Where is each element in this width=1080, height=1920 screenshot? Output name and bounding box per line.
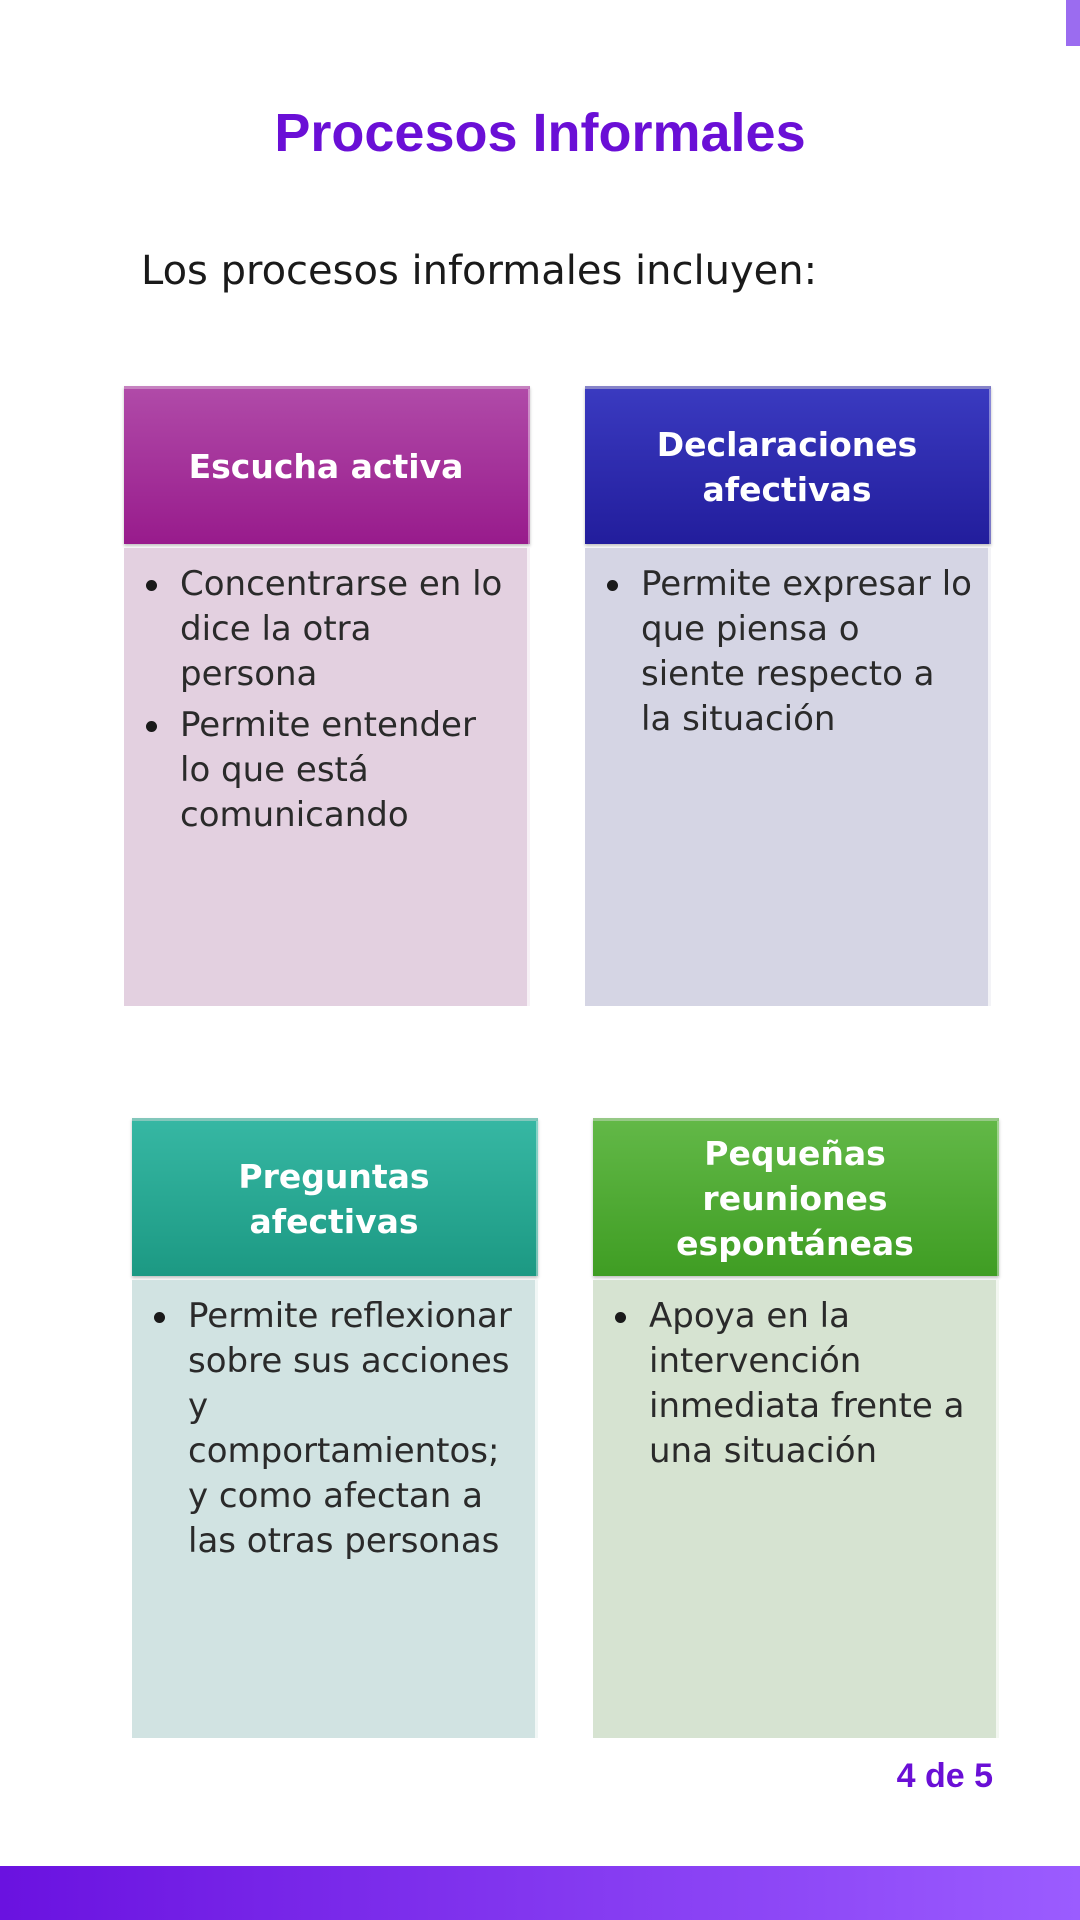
corner-accent	[1066, 0, 1080, 46]
intro-text: Los procesos informales incluyen:	[141, 248, 818, 294]
list-item: Permite reflexionar sobre sus acciones y comportamientos; y como afectan a las otras personas	[188, 1294, 521, 1564]
card-body	[585, 548, 991, 1006]
card-body	[124, 548, 530, 1006]
card-heading: Escucha activa	[124, 386, 530, 544]
card-heading: Declaraciones afectivas	[585, 386, 991, 544]
card-heading: Pequeñas reuniones espontáneas	[593, 1118, 999, 1276]
slide-title: Procesos Informales	[274, 103, 806, 163]
card-heading: Preguntas afectivas	[132, 1118, 538, 1276]
list-item: Apoya en la intervención inmediata frente a una situación	[649, 1294, 982, 1474]
card-preguntas-afectivas	[132, 1118, 538, 1738]
bottom-bar	[0, 1866, 1080, 1920]
card-body	[593, 1280, 999, 1738]
page-indicator: 4 de 5	[896, 1757, 993, 1795]
list-item: Permite expresar lo que piensa o siente respecto a la situación	[641, 562, 974, 742]
list-item: Concentrarse en lo dice la otra persona	[180, 562, 513, 697]
card-pequenas-reuniones	[593, 1118, 999, 1738]
card-body	[132, 1280, 538, 1738]
card-declaraciones-afectivas	[585, 386, 991, 1006]
list-item: Permite entender lo que está comunicando	[180, 703, 513, 838]
card-escucha-activa	[124, 386, 530, 1006]
